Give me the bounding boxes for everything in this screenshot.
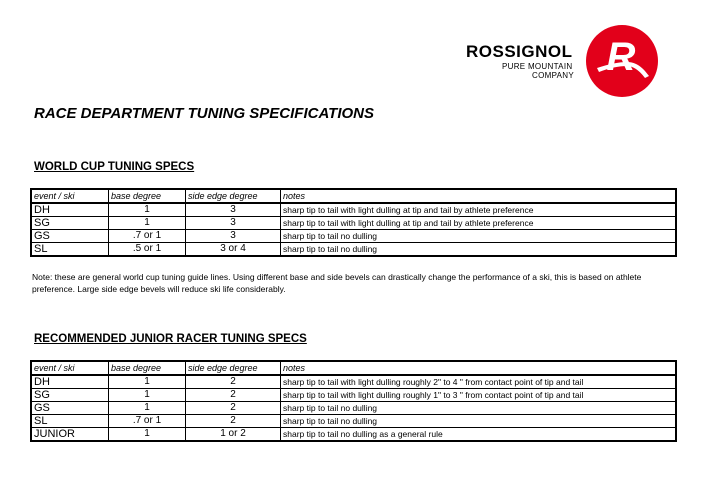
side-edge-cell: 2 (186, 375, 281, 389)
notes-cell: sharp tip to tail with light dulling at tip and tail by athlete preference (281, 217, 677, 230)
junior-section-title: RECOMMENDED JUNIOR RACER TUNING SPECS (34, 333, 307, 345)
base-degree-cell: 1 (109, 402, 186, 415)
event-cell: SG (31, 217, 109, 230)
world-cup-section-title: WORLD CUP TUNING SPECS (34, 161, 195, 173)
table-row (31, 203, 676, 217)
base-degree-cell: .5 or 1 (109, 243, 186, 257)
notes-cell: sharp tip to tail no dulling (281, 415, 677, 428)
table-row (31, 230, 676, 243)
page-title: RACE DEPARTMENT TUNING SPECIFICATIONS (34, 105, 375, 122)
world-cup-table (30, 188, 677, 257)
side-edge-cell: 2 (186, 402, 281, 415)
notes-cell: sharp tip to tail no dulling (281, 230, 677, 243)
header-cell: event / ski (31, 189, 109, 203)
header-cell: event / ski (31, 361, 109, 375)
table-row (31, 415, 676, 428)
table-row (31, 428, 676, 442)
brand-tagline-2: COMPANY (532, 71, 574, 80)
header-cell: side edge degree (186, 361, 281, 375)
base-degree-cell: .7 or 1 (109, 415, 186, 428)
event-cell: DH (31, 203, 109, 217)
table-header-row (31, 361, 676, 375)
side-edge-cell: 2 (186, 389, 281, 402)
base-degree-cell: .7 or 1 (109, 230, 186, 243)
side-edge-cell: 3 (186, 203, 281, 217)
header-cell: side edge degree (186, 189, 281, 203)
rossignol-logo (462, 20, 662, 100)
notes-cell: sharp tip to tail with light dulling roughly 1" to 3 " from contact point of tip and tail (281, 389, 677, 402)
notes-cell: sharp tip to tail with light dulling at tip and tail by athlete preference (281, 203, 677, 217)
table-row (31, 389, 676, 402)
notes-cell: sharp tip to tail no dulling (281, 402, 677, 415)
rossignol-r-icon (585, 24, 659, 98)
notes-cell: sharp tip to tail no dulling (281, 243, 677, 257)
base-degree-cell: 1 (109, 375, 186, 389)
notes-cell: sharp tip to tail with light dulling roughly 2" to 4 " from contact point of tip and tail (281, 375, 677, 389)
event-cell: GS (31, 402, 109, 415)
brand-tagline-1: PURE MOUNTAIN (502, 62, 573, 71)
side-edge-cell: 3 (186, 217, 281, 230)
event-cell: SL (31, 415, 109, 428)
brand-name: ROSSIGNOL (466, 42, 573, 61)
logo-mark-letter: R (606, 35, 636, 79)
table-header-row (31, 189, 676, 203)
side-edge-cell: 2 (186, 415, 281, 428)
junior-table (30, 360, 677, 442)
tuning-note: Note: these are general world cup tuning guide lines. Using different base and side bevels can drastically change the performance of a ski, this is based on athlete preference. Large side edge bevels will reduce ski life considerably. (32, 272, 642, 294)
table-row (31, 217, 676, 230)
side-edge-cell: 3 (186, 230, 281, 243)
base-degree-cell: 1 (109, 203, 186, 217)
table-row (31, 375, 676, 389)
event-cell: GS (31, 230, 109, 243)
table-row (31, 243, 676, 257)
base-degree-cell: 1 (109, 428, 186, 442)
side-edge-cell: 1 or 2 (186, 428, 281, 442)
event-cell: SL (31, 243, 109, 257)
event-cell: DH (31, 375, 109, 389)
base-degree-cell: 1 (109, 217, 186, 230)
header-cell: base degree (109, 361, 186, 375)
header-cell: notes (281, 361, 677, 375)
header-cell: notes (281, 189, 677, 203)
event-cell: SG (31, 389, 109, 402)
notes-cell: sharp tip to tail no dulling as a general rule (281, 428, 677, 442)
table-row (31, 402, 676, 415)
base-degree-cell: 1 (109, 389, 186, 402)
side-edge-cell: 3 or 4 (186, 243, 281, 257)
header-cell: base degree (109, 189, 186, 203)
event-cell: JUNIOR (31, 428, 109, 442)
